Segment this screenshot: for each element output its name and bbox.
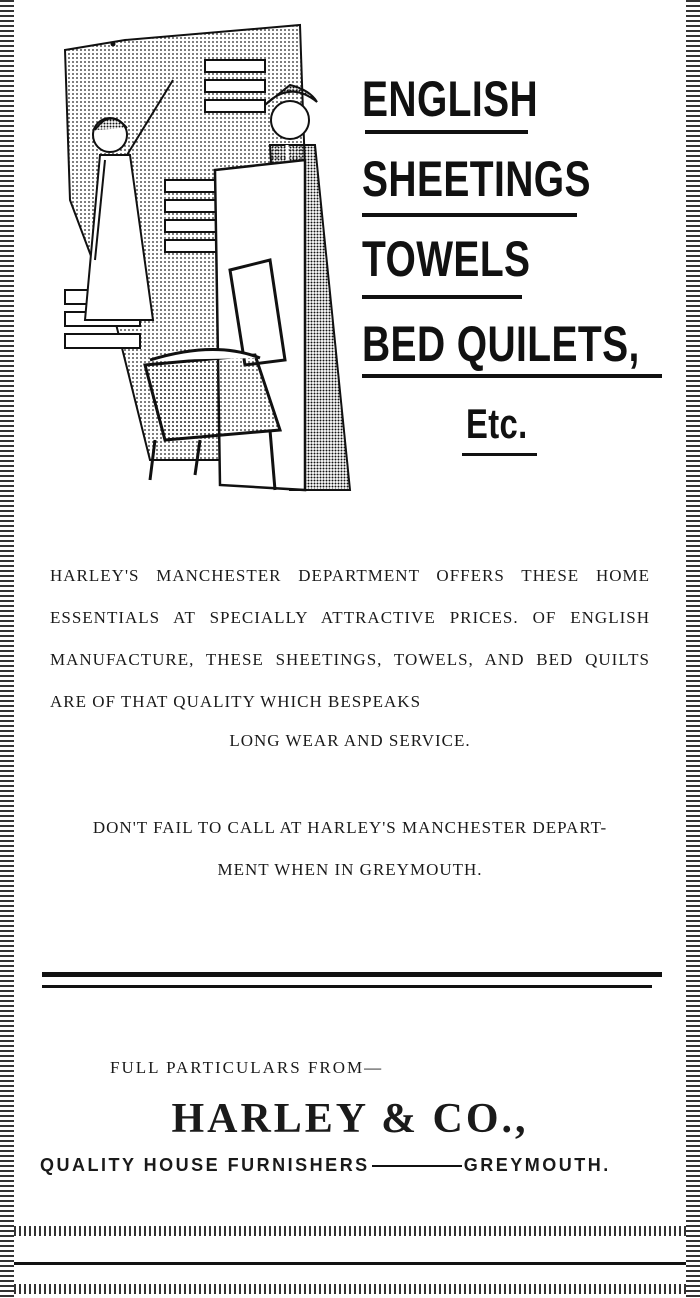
headline-underline xyxy=(365,130,528,134)
section-divider-rule xyxy=(42,972,662,977)
headline-underline xyxy=(362,213,577,217)
headline-sheetings: SHEETINGS xyxy=(362,151,591,207)
particulars-label: FULL PARTICULARS FROM— xyxy=(110,1058,384,1077)
headline-etc: Etc. xyxy=(466,400,528,447)
bottom-border-rule-lower xyxy=(14,1284,686,1294)
headline-english: ENGLISH xyxy=(362,71,539,127)
bottom-border-rule xyxy=(14,1226,686,1236)
tagline xyxy=(40,1155,660,1176)
tagline-greymouth: GREYMOUTH. xyxy=(463,1155,611,1175)
body-paragraph-2-final-line: MENT WHEN IN GREYMOUTH. xyxy=(217,860,483,879)
body-paragraph-1: HARLEY'S MANCHESTER DEPARTMENT OFFERS THESE HOME ESSENTIALS AT SPECIALLY ATTRACTIVE PRICES. OF ENGLISH MANUFACTURE, THESE SHEETINGS, TOWELS, AND BED QUILTS ARE OF THAT QUALITY WHICH BESPEAKS xyxy=(50,566,650,711)
tagline-dash-rule xyxy=(372,1165,462,1167)
headline-underline xyxy=(362,374,662,378)
tagline-quality-house-furnishers: QUALITY HOUSE FURNISHERS xyxy=(40,1155,370,1175)
headline-underline xyxy=(362,295,522,299)
headline-towels: TOWELS xyxy=(362,231,531,287)
headline-bed-quilets: BED QUILETS, xyxy=(362,316,640,372)
linen-shop-illustration xyxy=(55,20,355,510)
body-paragraph-2: DON'T FAIL TO CALL AT HARLEY'S MANCHESTER DEPART- xyxy=(92,818,608,837)
bottom-solid-rule xyxy=(14,1262,686,1265)
headline-underline xyxy=(462,453,537,456)
section-divider-rule xyxy=(42,985,652,988)
body-paragraph-1-final-line: LONG WEAR AND SERVICE. xyxy=(229,731,471,750)
firm-name: HARLEY & CO., xyxy=(171,1096,529,1142)
